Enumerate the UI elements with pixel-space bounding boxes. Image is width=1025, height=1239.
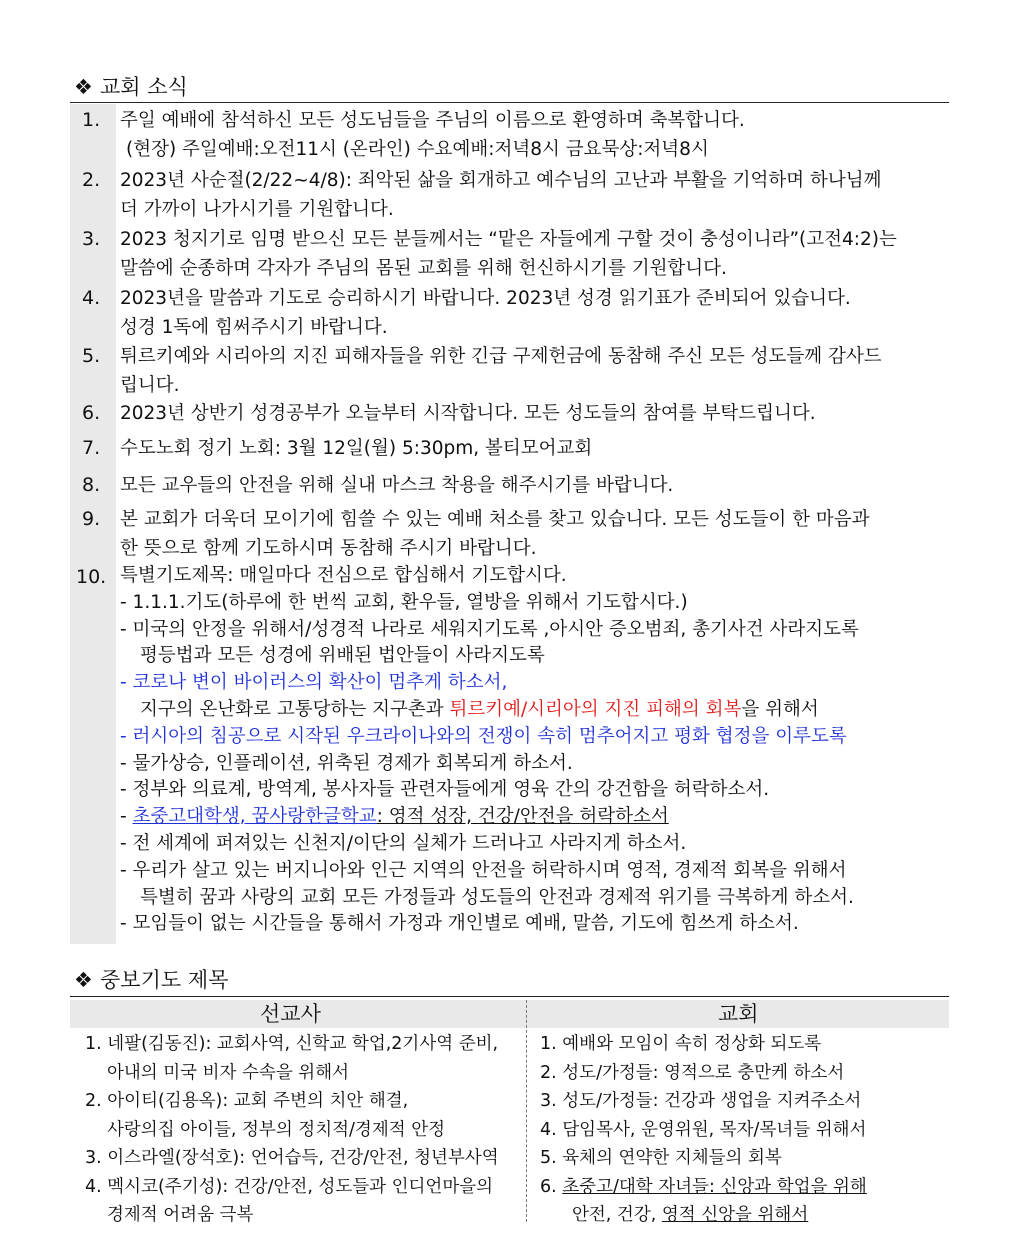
diamond-bullet-icon: ❖ <box>74 75 93 99</box>
prayer-table-header <box>70 1000 949 1028</box>
list-item: 경제적 어려움 극복 <box>107 1205 254 1225</box>
prayer-title-rule <box>70 996 949 997</box>
news-line: 수도노회 정기 노회: 3월 12일(월) 5:30pm, 볼티모어교회 <box>120 438 593 459</box>
news-num: 9. <box>82 508 101 530</box>
prayer-line: 특별히 꿈과 사랑의 교회 모든 가정들과 성도들의 안전과 경제적 위기를 극복하게 하소서. <box>140 886 854 908</box>
news-line: 주일 예배에 참석하신 모든 성도님들을 주님의 이름으로 환영하며 축복합니다. <box>120 110 745 131</box>
prayer-line: - 모임들이 없는 시간들을 통해서 가정과 개인별로 예배, 말씀, 기도에 힘쓰게 하소서. <box>120 913 799 935</box>
news-line: 말씀에 순종하며 각자가 주님의 몸된 교회를 위해 헌신하시기를 기원합니다. <box>120 258 727 279</box>
news-num: 10. <box>76 566 107 588</box>
news-title: 교회 소식 <box>100 75 188 99</box>
news-line: 성경 1독에 힘써주시기 바랍니다. <box>120 317 388 338</box>
list-item: 1. 네팔(김동진): 교회사역, 신학교 학업,2기사역 준비, <box>85 1034 499 1054</box>
prayer-line <box>120 697 943 724</box>
list-item: 4. 멕시코(주기성): 건강/안전, 성도들과 인디언마을의 <box>85 1176 494 1197</box>
news-line: 2023년을 말씀과 기도로 승리하시기 바랍니다. 2023년 성경 읽기표가 준비되어 있습니다. <box>120 288 851 309</box>
missionary-list <box>85 1030 499 1230</box>
list-text-underlined: 초중고/대학 자녀들: 신앙과 학업을 위해 <box>562 1176 867 1197</box>
prayer-text-highlight: 튀르키예/시리아의 지진 피해의 회복 <box>449 698 742 720</box>
prayer-line: - 정부와 의료계, 방역계, 봉사자들 관련자들에게 영육 간의 강건함을 허락하소서. <box>120 779 770 801</box>
news-line: 본 교회가 더욱더 모이기에 힘쓸 수 있는 예배 처소를 찾고 있습니다. 모든 성도들이 한 마음과 <box>120 509 870 530</box>
prayer-line: - 물가상승, 인플레이션, 위축된 경제가 회복되게 하소서. <box>120 752 573 774</box>
prayer-title: 중보기도 제목 <box>100 968 229 992</box>
news-num: 4. <box>82 287 101 309</box>
prayer-line: - 1.1.1.기도(하루에 한 번씩 교회, 환우들, 열방을 위해서 기도합시다.) <box>120 591 688 613</box>
news-line: 튀르키예와 시리아의 지진 피해자들을 위한 긴급 구제헌금에 동참해 주신 모든 성도들께 감사드 <box>120 346 882 367</box>
news-line: 립니다. <box>120 375 180 396</box>
news-num: 8. <box>82 474 101 496</box>
list-item: 3. 성도/가정들: 건강과 생업을 지켜주소서 <box>540 1091 862 1111</box>
news-line: 2023년 상반기 성경공부가 오늘부터 시작합니다. 모든 성도들의 참여를 부탁드립니다. <box>120 403 816 424</box>
list-item: 4. 담임목사, 운영위원, 목자/목녀들 위해서 <box>540 1119 867 1140</box>
col-church-header: 교회 <box>718 1002 759 1026</box>
list-item: 1. 예배와 모임이 속히 정상화 되도록 <box>540 1034 822 1054</box>
prayer-line: 평등법과 모든 성경에 위배된 법안들이 사라지도록 <box>140 645 545 667</box>
list-item: 2. 아이티(김용옥): 교회 주변의 치안 해결, <box>85 1091 409 1111</box>
list-text-underlined: 영적 신앙을 위해서 <box>661 1205 809 1225</box>
prayer-line: - 전 세계에 퍼져있는 신천지/이단의 실체가 드러나고 사라지게 하소서. <box>120 832 687 854</box>
list-num: 6. <box>540 1176 563 1197</box>
prayer-text: - <box>120 806 133 828</box>
list-item <box>540 1173 867 1202</box>
church-list <box>540 1030 867 1230</box>
prayer-line: - 코로나 변이 바이러스의 확산이 멈추게 하소서, <box>120 672 508 694</box>
news-num: 3. <box>82 228 101 250</box>
list-item <box>540 1201 867 1230</box>
special-prayer-title: 특별기도제목: 매일마다 전심으로 합심해서 기도합시다. <box>120 565 567 586</box>
column-divider <box>526 1000 527 1222</box>
news-num: 1. <box>82 109 101 131</box>
list-item: 2. 성도/가정들: 영적으로 충만케 하소서 <box>540 1062 845 1083</box>
news-line: 더 가까이 나가시기를 기원합니다. <box>120 199 394 220</box>
news-line: (현장) 주일예배:오전11시 (온라인) 수요예배:저녁8시 금요묵상:저녁8시 <box>126 139 709 160</box>
news-section-title <box>74 74 188 100</box>
news-line: 한 뜻으로 함께 기도하시며 동참해 주시기 바랍니다. <box>120 538 537 559</box>
prayer-text: 을 위해서 <box>741 698 819 720</box>
news-num: 5. <box>82 345 101 367</box>
news-title-rule <box>70 102 949 103</box>
list-item: 아내의 미국 비자 수속을 위해서 <box>107 1062 350 1083</box>
prayer-text-highlight: 초중고대학생, 꿈사랑한글학교 <box>132 806 377 828</box>
prayer-line: - 러시아의 침공으로 시작된 우크라이나와의 전쟁이 속히 멈추어지고 평화 협정을 이루도록 <box>120 725 847 747</box>
news-line: 2023년 사순절(2/22~4/8): 죄악된 삶을 회개하고 예수님의 고난과 부활을 기억하며 하나님께 <box>120 170 882 191</box>
prayer-text: 지구의 온난화로 고통당하는 지구촌과 <box>140 698 450 720</box>
list-item: 5. 육체의 연약한 지체들의 회복 <box>540 1148 782 1168</box>
news-num: 7. <box>82 437 101 459</box>
list-text: 안전, 건강, <box>572 1205 662 1225</box>
news-num: 2. <box>82 169 101 191</box>
diamond-bullet-icon: ❖ <box>74 968 93 992</box>
list-item: 3. 이스라엘(장석호): 언어습득, 건강/안전, 청년부사역 <box>85 1148 499 1168</box>
prayer-section-title <box>74 967 228 993</box>
news-num: 6. <box>82 402 101 424</box>
list-item: 사랑의집 아이들, 정부의 정치적/경제적 안정 <box>107 1119 445 1140</box>
prayer-line <box>120 804 943 831</box>
col-missionary-header: 선교사 <box>260 1002 321 1026</box>
prayer-line: - 미국의 안정을 위해서/성경적 나라로 세워지기도록 ,아시안 증오범죄, 총기사건 사라지도록 <box>120 618 859 640</box>
prayer-line: - 우리가 살고 있는 버지니아와 인근 지역의 안전을 허락하시며 영적, 경제적 회복을 위해서 <box>120 859 847 881</box>
prayer-text: : 영적 성장, 건강/안전을 허락하소서 <box>376 806 669 828</box>
news-line: 모든 교우들의 안전을 위해 실내 마스크 착용을 해주시기를 바랍니다. <box>120 475 674 496</box>
news-line: 2023 청지기로 임명 받으신 모든 분들께서는 “맡은 자들에게 구할 것이 충성이니라”(고전4:2)는 <box>120 229 897 250</box>
